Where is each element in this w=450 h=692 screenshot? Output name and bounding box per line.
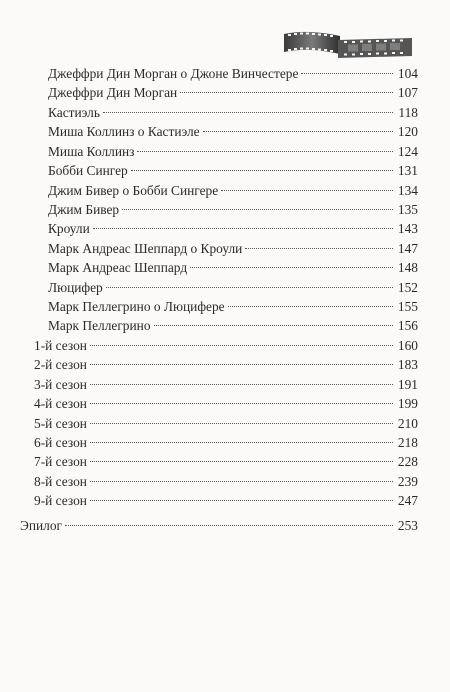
- toc-entry: [34, 452, 418, 471]
- toc-entry-title: 6-й сезон: [34, 434, 87, 450]
- dot-leader: [137, 151, 393, 152]
- toc-entry-page: 218: [397, 434, 418, 450]
- toc-entry: [48, 142, 418, 161]
- toc-entry-title: 5-й сезон: [34, 415, 87, 431]
- toc-entry-page: 104: [397, 66, 418, 81]
- dot-leader: [301, 73, 393, 74]
- toc-entry-page: 199: [397, 396, 418, 412]
- toc-entry: [48, 122, 418, 141]
- toc-entry-page: 118: [398, 104, 418, 120]
- toc-entry: [48, 200, 418, 219]
- toc-entry-title: Марк Пеллегрино о Люцифере: [48, 299, 225, 315]
- dot-leader: [90, 481, 393, 482]
- dot-leader: [90, 423, 393, 424]
- dot-leader: [90, 500, 393, 501]
- toc-entry-title: Миша Коллинз: [48, 143, 135, 159]
- toc-entry-page: 147: [397, 240, 418, 256]
- toc-entry-title: 3-й сезон: [34, 376, 87, 392]
- toc-entry-page: 183: [397, 357, 418, 373]
- toc-entry: [48, 181, 418, 200]
- toc-entry: [48, 239, 418, 258]
- dot-leader: [90, 364, 393, 365]
- toc-entry-title: 1-й сезон: [34, 337, 87, 353]
- toc-entry-title: Бобби Сингер: [48, 163, 128, 179]
- toc-entry: [48, 278, 418, 297]
- dot-leader: [106, 287, 393, 288]
- toc-entry-page: 120: [397, 124, 418, 140]
- toc-entry-title: 9-й сезон: [34, 493, 87, 509]
- toc-entry: [48, 297, 418, 316]
- toc-entry: [34, 336, 418, 355]
- toc-entry-title: Джеффри Дин Морган: [48, 85, 178, 101]
- toc-entry-page: 152: [397, 279, 418, 295]
- toc-entry: [34, 414, 418, 433]
- toc-entry-title: Кастиэль: [48, 104, 100, 120]
- dot-leader: [190, 267, 393, 268]
- toc-entry-page: 107: [397, 85, 418, 101]
- toc-entry-page: 228: [397, 454, 418, 470]
- toc-entry-page: 253: [397, 517, 418, 533]
- dot-leader: [90, 384, 393, 385]
- dot-leader: [103, 112, 393, 113]
- toc-entry-title: Марк Пеллегрино: [48, 318, 151, 334]
- toc-entry-page: 191: [397, 376, 418, 392]
- toc-entry-title: 7-й сезон: [34, 454, 87, 470]
- toc-entry-title: Джим Бивер о Бобби Сингере: [48, 182, 219, 198]
- toc-entry: [48, 219, 418, 238]
- toc-entry-page: 134: [397, 182, 418, 198]
- toc-entry-page: 135: [397, 201, 418, 217]
- dot-leader: [93, 228, 393, 229]
- toc-entry: [34, 394, 418, 413]
- toc-entry-title: Марк Андреас Шеппард о Кроули: [48, 240, 243, 256]
- toc-entry-page: 155: [397, 299, 418, 315]
- toc-entry: [48, 161, 418, 180]
- dot-leader: [90, 345, 393, 346]
- toc-entry: [48, 64, 418, 83]
- dot-leader: [122, 209, 393, 210]
- toc-entry-page: 143: [397, 221, 418, 237]
- toc-entry-title: Миша Коллинз о Кастиэле: [48, 124, 200, 140]
- toc-entry-title: Марк Андреас Шеппард: [48, 260, 188, 276]
- toc-entry-title: 8-й сезон: [34, 473, 87, 489]
- dot-leader: [245, 248, 393, 249]
- toc-entry: [48, 83, 418, 102]
- toc-entry: [34, 355, 418, 374]
- toc-entry: [48, 103, 418, 122]
- toc-entry-page: 247: [397, 493, 418, 509]
- dot-leader: [90, 403, 393, 404]
- toc-entry-title: Люцифер: [48, 279, 103, 295]
- toc-entry-page: 160: [397, 337, 418, 353]
- film-strip-icon: [282, 26, 414, 62]
- dot-leader: [228, 306, 393, 307]
- dot-leader: [203, 131, 393, 132]
- dot-leader: [131, 170, 393, 171]
- dot-leader: [90, 461, 393, 462]
- dot-leader: [180, 92, 393, 93]
- toc-entry: [34, 491, 418, 510]
- toc-entry-page: 156: [397, 318, 418, 334]
- toc-entry-page: 210: [397, 415, 418, 431]
- toc-entry: [48, 316, 418, 335]
- toc-entry: [34, 472, 418, 491]
- dot-leader: [65, 525, 393, 526]
- toc-entry-page: 239: [397, 473, 418, 489]
- toc-entry-title: Эпилог: [20, 517, 63, 533]
- toc-entry-title: Джим Бивер: [48, 201, 120, 217]
- dot-leader: [221, 190, 393, 191]
- toc-entry-title: Джеффри Дин Морган о Джоне Винчестере: [48, 66, 299, 81]
- toc-entry: [34, 375, 418, 394]
- toc-entry: [48, 258, 418, 277]
- toc-entry-title: 4-й сезон: [34, 396, 87, 412]
- dot-leader: [90, 442, 393, 443]
- toc-entry: [34, 433, 418, 452]
- toc-entry-page: 148: [397, 260, 418, 276]
- toc-entry-title: 2-й сезон: [34, 357, 87, 373]
- toc-entry-page: 124: [397, 143, 418, 159]
- dot-leader: [154, 325, 393, 326]
- toc-entry-title: Кроули: [48, 221, 90, 237]
- toc-entry-page: 131: [397, 163, 418, 179]
- toc-entry: [20, 516, 418, 535]
